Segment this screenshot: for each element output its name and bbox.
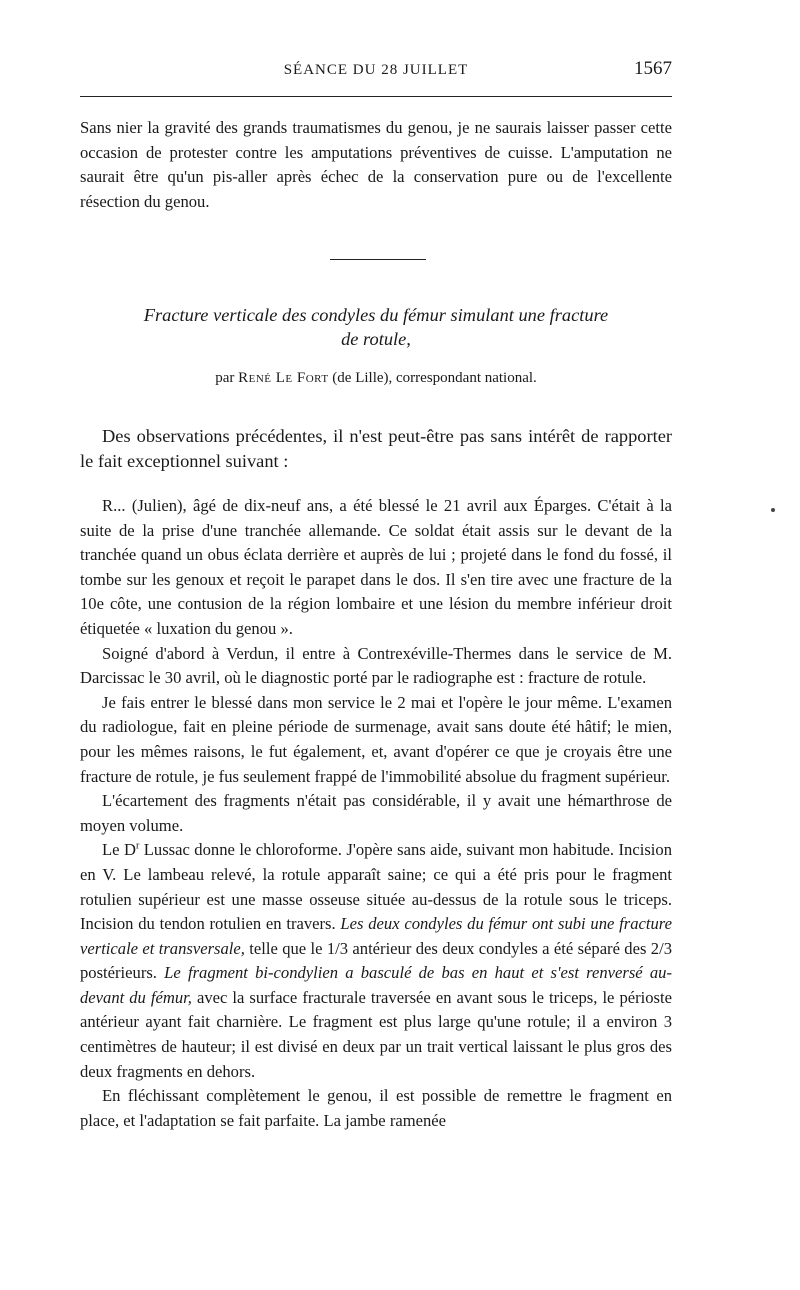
section-separator — [330, 259, 426, 260]
byline-suffix: (de Lille), correspondant national. — [332, 370, 537, 386]
text-run: Lussac donne le chloroforme. J'opère sans aide, suivant mon habitude. Incision en V. Le lambeau relevé, la rotule apparaît saine; ce qui a été pris pour le fragment rotulien supérieur est une masse osseuse située au-dessus de la rotule sous le triceps. Incision du tendon rotulien en travers. — [80, 840, 672, 934]
running-header — [80, 58, 672, 84]
lead-paragraph: Des observations précédentes, il n'est peut-être pas sans intérêt de rapporter le fait exceptionnel suivant : — [80, 426, 672, 471]
byline — [80, 370, 672, 387]
superscript: r — [135, 840, 140, 852]
body-paragraph: Je fais entrer le blessé dans mon service le 2 mai et l'opère le jour même. L'examen du radiologue, fait en pleine période de surmenage, avait sans doute été hâtif; le mien, pour les mêmes raisons, le fut également, et, avant d'opérer ce que je croyais être une fracture de rotule, je fus seulement frappé de l'immobilité absolue du fragment supérieur. — [80, 692, 672, 786]
body-paragraph: L'écartement des fragments n'était pas considérable, il y avait une hémarthrose de moyen volume. — [80, 791, 672, 835]
running-title: SÉANCE DU 28 JUILLET — [283, 62, 469, 78]
body-paragraph: R... (Julien), âgé de dix-neuf ans, a été blessé le 21 avril aux Éparges. C'était à la suite de la prise d'une tranchée allemande. Ce soldat était assis sur le devant de la tranchée quand un obus éclata derrière et auprès de lui ; projeté dans le fond du fossé, il tombe sur les genoux et reçoit le parapet dans le dos. Il s'en tire avec une fracture de la 10e côte, une contusion de la région lombaire et une lésion du membre inférieur droit étiquetée « luxation du genou ». — [80, 496, 672, 638]
author-name: René Le Fort — [238, 370, 329, 386]
body-paragraph: Soigné d'abord à Verdun, il entre à Contrexéville-Thermes dans le service de M. Darcissac le 30 avril, où le diagnostic porté par le radiographe est : fracture de rotule. — [80, 643, 672, 688]
body-paragraph — [80, 838, 672, 1084]
header-rule — [80, 96, 672, 97]
body-paragraph: En fléchissant complètement le genou, il est possible de remettre le fragment en place, et l'adaptation se fait parfaite. La jambe ramenée — [80, 1086, 672, 1130]
intro-paragraph: Sans nier la gravité des grands traumatismes du genou, je ne saurais laisser passer cette occasion de protester contre les amputations préventives de cuisse. L'amputation ne saurait être qu'un pis-aller après échec de la conservation pure ou de l'excellente résection du genou. — [80, 118, 672, 211]
text-run: avec la surface fracturale traversée en avant sous le triceps, le périoste antérieur ayant fait charnière. Le fragment est plus large qu'une rotule; il a environ 3 centimètres de hauteur; il est divisé en deux par un trait vertical laissant le plus gros des deux fragments en dehors. — [80, 987, 672, 1081]
article-title-line2: de rotule, — [341, 329, 411, 349]
article-body — [80, 494, 672, 1133]
emphasis: Les deux condyles du fémur ont subi une fracture verticale et transversale, — [80, 914, 672, 958]
emphasis: Le fragment bi-condylien a basculé de bas en haut et s'est renversé au-devant du fémur, — [80, 963, 673, 1007]
page-number: 1567 — [634, 58, 672, 79]
byline-prefix: par — [215, 370, 235, 386]
text-run: Le D — [102, 840, 136, 860]
text-run: telle que le 1/3 antérieur des deux condyles a été séparé des 2/3 postérieurs. — [80, 938, 672, 983]
article-title-line1: Fracture verticale des condyles du fémur simulant une fracture — [143, 305, 609, 325]
margin-mark — [771, 508, 775, 512]
article-title — [80, 303, 672, 351]
